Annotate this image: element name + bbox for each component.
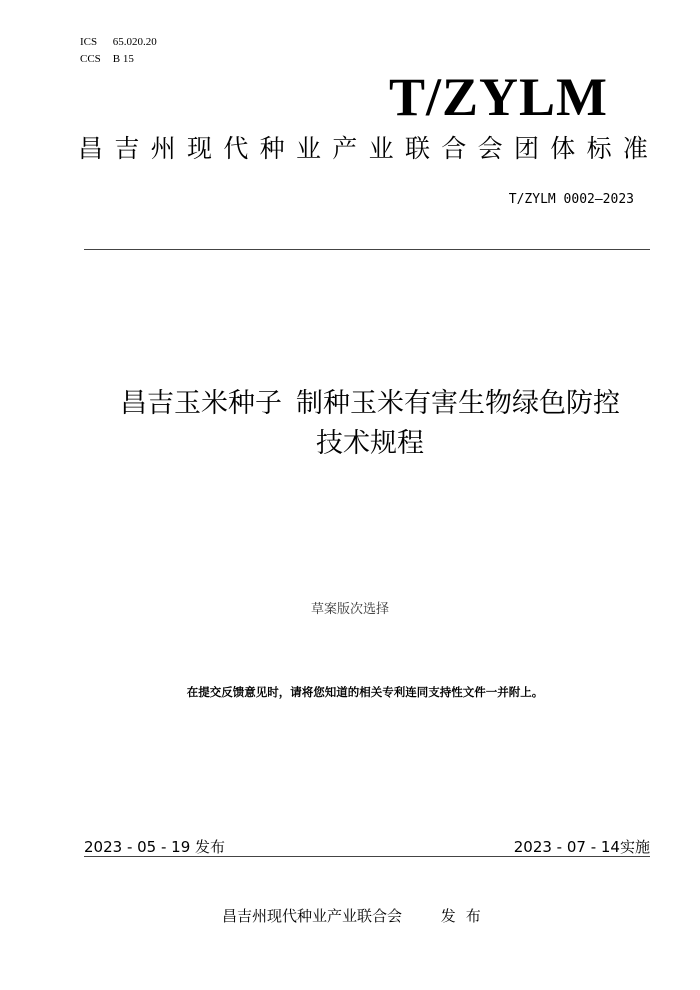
patent-notice: 在提交反馈意见时，请将您知道的相关专利连同支持性文件一并附上。 [186, 685, 544, 699]
document-title-line-2: 技术规程 [316, 428, 424, 459]
footer-divider [84, 856, 650, 857]
ccs-line [80, 53, 134, 65]
ccs-value: B 15 [112, 53, 134, 65]
publisher-name: 昌吉州现代种业产业联合会 [222, 907, 403, 925]
organization-title-char: 昌 [78, 134, 104, 163]
effective-date-line [514, 836, 650, 857]
organization-title-char: 吉 [114, 134, 140, 163]
document-title-line-1 [60, 384, 680, 424]
publisher-line [222, 905, 491, 926]
ics-line [80, 36, 157, 48]
organization-title-char: 代 [223, 134, 249, 163]
header-divider [84, 249, 650, 250]
organization-title-char: 体 [550, 134, 576, 163]
publish-date: 2023 - 05 - 19 [84, 838, 191, 856]
organization-title-char: 联 [404, 134, 430, 163]
publish-label: 发布 [195, 838, 226, 856]
organization-title-char: 种 [259, 134, 285, 163]
document-title [60, 384, 680, 464]
ccs-label: CCS [80, 53, 101, 65]
document-title-part-1: 昌吉玉米种子 [120, 388, 282, 419]
publish-date-line [84, 836, 225, 857]
standard-code-logo: T/ZYLM [388, 67, 608, 127]
standard-number: T/ZYLM 0002—2023 [508, 192, 634, 207]
organization-title-char: 业 [295, 134, 321, 163]
effective-date: 2023 - 07 - 14 [513, 838, 620, 856]
ics-value: 65.020.20 [112, 36, 157, 48]
organization-title-char: 现 [186, 134, 212, 163]
ics-label: ICS [80, 36, 98, 48]
organization-title-char: 合 [441, 134, 467, 163]
organization-standard-title [78, 134, 648, 164]
organization-title-char: 标 [586, 134, 612, 163]
organization-title-char: 州 [150, 134, 176, 163]
organization-title-char: 产 [332, 134, 358, 163]
draft-version-label: 草案版次选择 [310, 602, 389, 617]
organization-title-char: 会 [477, 134, 503, 163]
organization-title-char: 准 [622, 134, 648, 163]
organization-title-char: 团 [513, 134, 539, 163]
document-title-part-2: 制种玉米有害生物绿色防控 [296, 388, 620, 419]
organization-title-char: 业 [368, 134, 394, 163]
publisher-action: 发布 [440, 907, 491, 925]
effective-label: 实施 [619, 838, 650, 856]
